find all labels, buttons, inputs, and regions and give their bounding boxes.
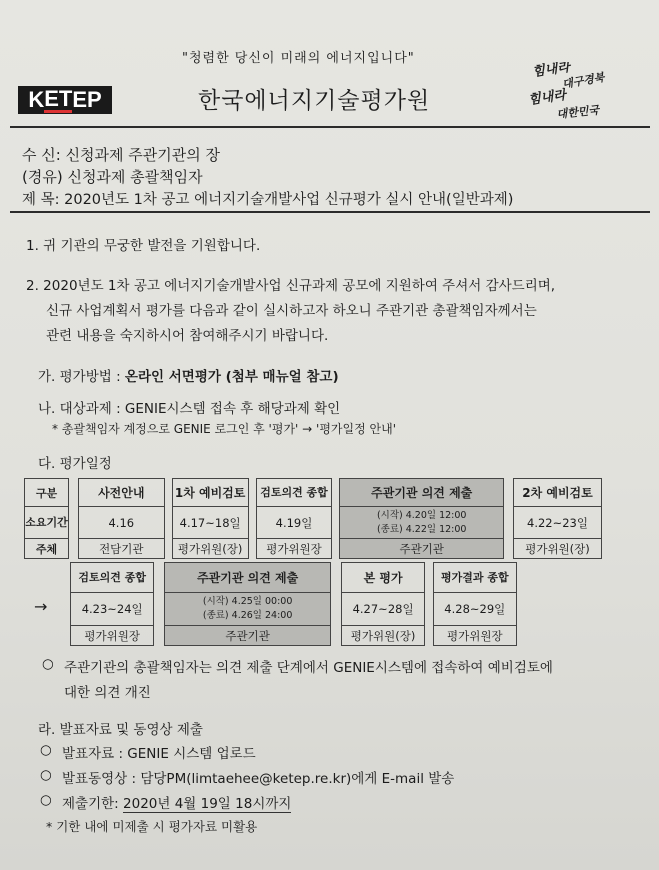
ra-bullet-2 xyxy=(62,767,454,787)
item-da: 다. 평가일정 xyxy=(38,456,112,472)
logo-ep: EP xyxy=(72,87,102,112)
item-na-note: * 총괄책임자 계정으로 GENIE 로그인 후 '평가' → '평가일정 안내' xyxy=(52,422,396,436)
ra-bullet-1-label: 발표자료 : xyxy=(62,746,128,762)
step-date: 4.16 xyxy=(78,507,164,539)
step-date-end: (종료) 4.22일 12:00 xyxy=(376,523,467,535)
header-rule-bottom xyxy=(10,211,650,213)
step-title: 주관기관 의견 제출 xyxy=(164,563,331,593)
schedule-table-1 xyxy=(24,478,602,559)
label-category: 구분 xyxy=(25,479,69,507)
ra-bullet-2-value: 담당PM(limtaehee@ketep.re.kr)에게 E-mail 발송 xyxy=(140,771,455,787)
ketep-logo xyxy=(18,86,112,114)
slogan-line-1: 힘내라 xyxy=(531,62,571,80)
step-title: 2차 예비검토 xyxy=(514,479,602,507)
slogan-line-3: 힘내라 xyxy=(527,87,567,108)
step-title: 평가결과 종합 xyxy=(433,563,516,593)
ra-bullet-icon: ○ xyxy=(40,742,52,758)
step-title: 주관기관 의견 제출 xyxy=(340,479,504,507)
step-title: 검토의견 종합 xyxy=(256,479,332,507)
paragraph-2-line-2: 신규 사업계획서 평가를 다음과 같이 실시하고자 하오니 주관기관 총괄책임자께서는 xyxy=(46,303,537,319)
logo-et: ET xyxy=(44,85,73,111)
step-date-range xyxy=(164,593,331,626)
step-owner: 주관기관 xyxy=(164,626,331,646)
slogan-calligraphy xyxy=(523,62,635,124)
label-duration: 소요기간 xyxy=(25,507,69,539)
continue-arrow: → xyxy=(34,597,48,616)
step-title: 본 평가 xyxy=(341,563,424,593)
step-owner: 평가위원(장) xyxy=(514,539,602,559)
step-date: 4.22~23일 xyxy=(514,507,602,539)
ra-bullet-3-label: 제출기한: xyxy=(62,796,124,812)
slogan-line-4: 대한민국 xyxy=(555,103,600,121)
step-owner: 평가위원장 xyxy=(433,626,516,646)
ra-bullet-3 xyxy=(62,792,291,812)
step-date: 4.23~24일 xyxy=(71,593,154,626)
via-line: (경유) 신청과제 총괄책임자 xyxy=(22,168,203,186)
step-owner: 평가위원장 xyxy=(71,626,154,646)
step-date: 4.28~29일 xyxy=(433,593,516,626)
step-date: 4.17~18일 xyxy=(172,507,248,539)
header-rule-top xyxy=(10,126,650,128)
recipient-line: 수 신: 신청과제 주관기관의 장 xyxy=(22,146,221,164)
step-date: 4.19일 xyxy=(256,507,332,539)
item-na: 나. 대상과제 : GENIE시스템 접속 후 해당과제 확인 xyxy=(38,401,341,417)
ra-note: * 기한 내에 미제출 시 평가자료 미활용 xyxy=(46,819,258,834)
org-name: 한국에너지기술평가원 xyxy=(198,88,431,114)
step-title: 검토의견 종합 xyxy=(71,563,154,593)
schedule-row-title xyxy=(25,479,602,507)
schedule-row-owner xyxy=(71,626,517,646)
schedule-table-2 xyxy=(70,562,517,646)
note-line-2: 대한 의견 개진 xyxy=(64,685,151,701)
step-date-range xyxy=(340,507,504,539)
schedule-row-duration xyxy=(71,593,517,626)
step-owner: 평가위원장 xyxy=(256,539,332,559)
step-owner: 평가위원(장) xyxy=(172,539,248,559)
item-ga-label: 가. 평가방법 : xyxy=(38,369,125,385)
schedule-row-title xyxy=(71,563,517,593)
step-title: 1차 예비검토 xyxy=(172,479,248,507)
ra-bullet-1-value: GENIE 시스템 업로드 xyxy=(127,746,256,762)
step-owner: 전담기관 xyxy=(78,539,164,559)
item-ra: 라. 발표자료 및 동영상 제출 xyxy=(38,722,203,738)
note-line-1: 주관기관의 총괄책임자는 의견 제출 단계에서 GENIE시스템에 접속하여 예비검토에 xyxy=(64,660,553,676)
item-ga xyxy=(38,365,339,385)
item-ga-value: 온라인 서면평가 (첨부 매뉴얼 참고) xyxy=(124,369,339,385)
logo-k: K xyxy=(28,87,45,112)
ra-bullet-icon: ○ xyxy=(40,767,52,783)
schedule-row-owner xyxy=(25,539,602,559)
step-owner: 평가위원(장) xyxy=(341,626,424,646)
step-date-start: (시작) 4.25일 00:00 xyxy=(202,596,293,607)
motto: "청렴한 당신이 미래의 에너지입니다" xyxy=(182,51,415,66)
schedule-row-duration xyxy=(25,507,602,539)
step-date-start: (시작) 4.20일 12:00 xyxy=(376,509,467,521)
paragraph-2-line-3: 관련 내용을 숙지하시어 참여해주시기 바랍니다. xyxy=(46,328,329,344)
paragraph-2-line-1: 2. 2020년도 1차 공고 에너지기술개발사업 신규과제 공모에 지원하여 주셔서 감사드리며, xyxy=(26,278,556,294)
label-owner: 주체 xyxy=(25,539,69,559)
note-bullet: ○ xyxy=(42,656,54,672)
slogan-line-2: 대구경북 xyxy=(561,70,606,91)
step-date-end: (종료) 4.26일 24:00 xyxy=(202,610,293,621)
step-owner: 주관기관 xyxy=(340,539,504,559)
paragraph-1: 1. 귀 기관의 무궁한 발전을 기원합니다. xyxy=(26,238,261,254)
ra-bullet-2-label: 발표동영상 : xyxy=(62,771,141,787)
step-title: 사전안내 xyxy=(78,479,164,507)
step-date: 4.27~28일 xyxy=(341,593,424,626)
slogan-calligraphy-svg xyxy=(523,62,635,124)
ra-deadline: 2020년 4월 19일 18시까지 xyxy=(123,796,292,812)
ra-bullet-1 xyxy=(62,742,256,762)
subject-line: 제 목: 2020년도 1차 공고 에너지기술개발사업 신규평가 실시 안내(일반과제) xyxy=(22,192,514,208)
ra-bullet-icon: ○ xyxy=(40,792,52,808)
